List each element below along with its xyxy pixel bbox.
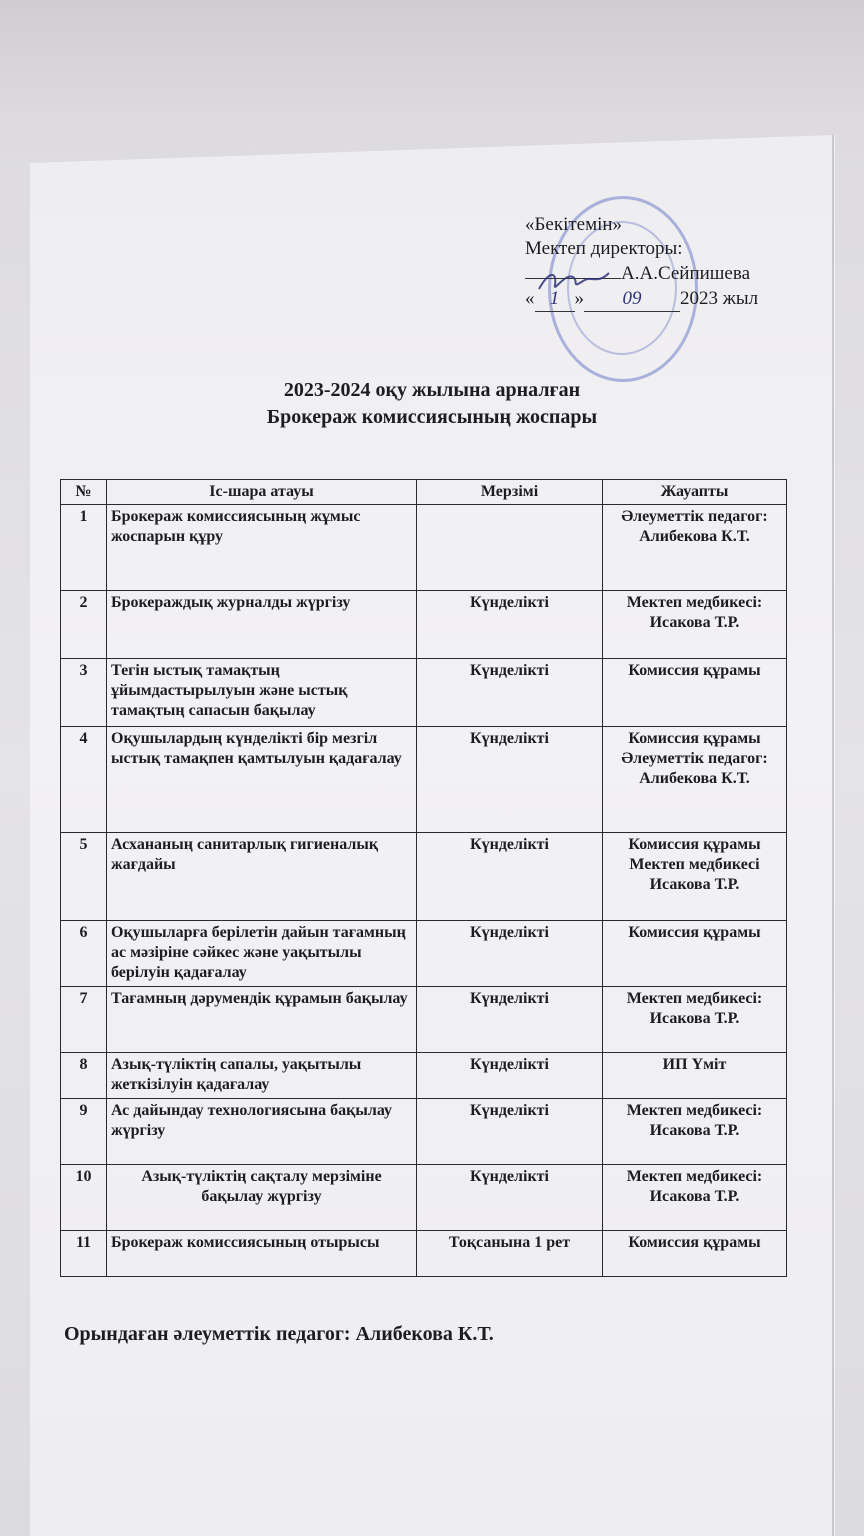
row-task: Ас дайындау технологиясына бақылау жүргізу	[107, 1099, 417, 1165]
row-responsible: Комиссия құрамы	[603, 921, 787, 987]
table-row	[61, 1231, 787, 1277]
row-term: Тоқсанына 1 рет	[417, 1231, 603, 1277]
row-num: 5	[61, 833, 107, 921]
row-term: Күнделікті	[417, 727, 603, 833]
row-num: 8	[61, 1053, 107, 1099]
row-task: Оқушыларға берілетін дайын тағамның ас мәзіріне сәйкес және уақытылы берілуін қадағалау	[107, 921, 417, 987]
row-task: Асхананың санитарлық гигиеналық жағдайы	[107, 833, 417, 921]
row-num: 11	[61, 1231, 107, 1277]
row-term: Күнделікті	[417, 987, 603, 1053]
row-task: Азық-түліктің сапалы, уақытылы жеткізілуін қадағалау	[107, 1053, 417, 1099]
row-term: Күнделікті	[417, 591, 603, 659]
header-responsible: Жауапты	[603, 480, 787, 505]
row-responsible: Комиссия құрамы	[603, 1231, 787, 1277]
row-responsible: Мектеп медбикесі: Исакова Т.Р.	[603, 591, 787, 659]
row-num: 2	[61, 591, 107, 659]
row-term	[417, 505, 603, 591]
row-responsible: Мектеп медбикесі: Исакова Т.Р.	[603, 987, 787, 1053]
row-num: 1	[61, 505, 107, 591]
plan-table	[60, 479, 787, 1277]
row-responsible: Мектеп медбикесі: Исакова Т.Р.	[603, 1099, 787, 1165]
signature-scribble	[535, 267, 615, 295]
row-responsible: Комиссия құрамы	[603, 659, 787, 727]
director-name: А.А.Сейпишева	[621, 263, 751, 284]
row-num: 7	[61, 987, 107, 1053]
table-row	[61, 1053, 787, 1099]
approve-word: «Бекітемін»	[525, 214, 623, 235]
row-responsible: Мектеп медбикесі: Исакова Т.Р.	[603, 1165, 787, 1231]
row-term: Күнделікті	[417, 1053, 603, 1099]
row-num: 3	[61, 659, 107, 727]
date-year: 2023 жыл	[680, 288, 759, 309]
row-task: Брокераждық журналды жүргізу	[107, 591, 417, 659]
row-term: Күнделікті	[417, 1165, 603, 1231]
row-num: 9	[61, 1099, 107, 1165]
row-task: Тегін ыстық тамақтың ұйымдастырылуын және ыстық тамақтың сапасын бақылау	[107, 659, 417, 727]
row-term: Күнделікті	[417, 659, 603, 727]
row-term: Күнделікті	[417, 921, 603, 987]
row-responsible: ИП Үміт	[603, 1053, 787, 1099]
doc-title-line2: Брокераж комиссиясының жоспары	[266, 406, 598, 428]
table-row	[61, 833, 787, 921]
table-row	[61, 727, 787, 833]
row-task: Брокераж комиссиясының отырысы	[107, 1231, 417, 1277]
table-row	[61, 659, 787, 727]
doc-title-line1: 2023-2024 оқу жылына арналған	[283, 379, 581, 401]
header-term: Мерзімі	[417, 480, 603, 505]
date-month: 09	[584, 287, 680, 312]
table-row	[61, 505, 787, 591]
date-open-quote: «	[525, 288, 535, 309]
table-row	[61, 987, 787, 1053]
row-responsible: Әлеуметтік педагог: Алибекова К.Т.	[603, 505, 787, 591]
row-task: Азық-түліктің сақталу мерзіміне бақылау жүргізу	[107, 1165, 417, 1231]
header-task: Іс-шара атауы	[107, 480, 417, 505]
table-row	[61, 1099, 787, 1165]
table-header-row	[61, 480, 787, 505]
row-term: Күнделікті	[417, 833, 603, 921]
table-row	[61, 591, 787, 659]
row-num: 10	[61, 1165, 107, 1231]
row-task: Брокераж комиссиясының жұмыс жоспарын құру	[107, 505, 417, 591]
row-responsible: Комиссия құрамы Әлеуметтік педагог: Алибекова К.Т.	[603, 727, 787, 833]
header-num: №	[61, 480, 107, 505]
row-task: Оқушылардың күнделікті бір мезгіл ыстық тамақпен қамтылуын қадағалау	[107, 727, 417, 833]
director-position: Мектеп директоры:	[525, 238, 683, 259]
table-row	[61, 1165, 787, 1231]
table-row	[61, 921, 787, 987]
paper-edge	[832, 135, 834, 1536]
row-term: Күнделікті	[417, 1099, 603, 1165]
date-day: 1	[535, 287, 575, 312]
row-num: 6	[61, 921, 107, 987]
signature-icon	[535, 267, 615, 295]
row-responsible: Комиссия құрамы Мектеп медбикесі Исакова Т.Р.	[603, 833, 787, 921]
row-num: 4	[61, 727, 107, 833]
row-task: Тағамның дәрумендік құрамын бақылау	[107, 987, 417, 1053]
date-close-quote: »	[574, 288, 584, 309]
prepared-by: Орындаған әлеуметтік педагог: Алибекова К.Т.	[64, 1323, 494, 1345]
